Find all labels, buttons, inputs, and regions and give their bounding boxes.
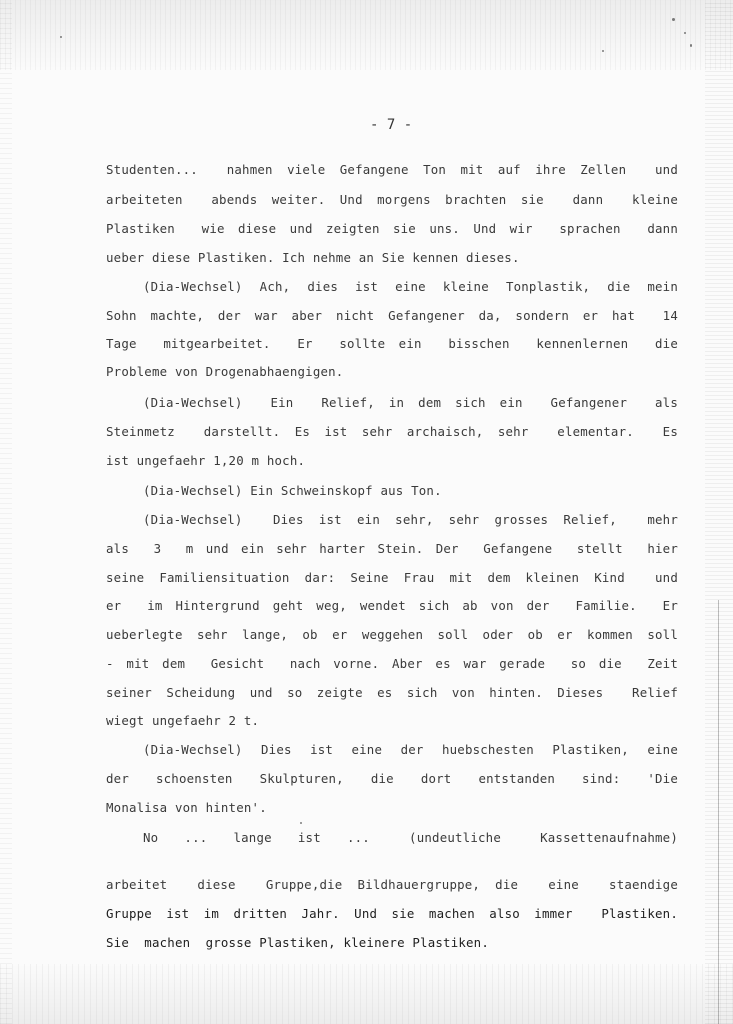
- text-line: ueber diese Plastiken. Ich nehme an Sie kennen dieses.: [106, 250, 520, 265]
- text-line: seine Familiensituation dar: Seine Frau mit dem kleinen Kind und: [106, 570, 678, 585]
- text-line: Monalisa von hinten'.: [106, 800, 267, 815]
- text-line: er im Hintergrund geht weg, wendet sich ab von der Familie. Er: [106, 598, 678, 613]
- text-line: Sie machen grosse Plastiken, kleinere Plastiken.: [106, 935, 489, 950]
- speck: [690, 44, 692, 47]
- text-line: der schoensten Skulpturen, die dort entstanden sind: 'Die: [106, 771, 678, 786]
- text-line: (Dia-Wechsel) Dies ist ein sehr, sehr grosses Relief, mehr: [143, 512, 678, 527]
- scan-edge-line: [718, 600, 719, 1024]
- text-line: als 3 m und ein sehr harter Stein. Der Gefangene stellt hier: [106, 541, 678, 556]
- text-line: No ... lange ist ... (undeutliche Kassettenaufnahme): [143, 830, 678, 845]
- text-line: (Dia-Wechsel) Ein Relief, in dem sich ein Gefangener als: [143, 395, 678, 410]
- text-line: Probleme von Drogenabhaengigen.: [106, 364, 344, 379]
- speck: [300, 822, 302, 824]
- speck: [602, 50, 604, 52]
- text-line: (Dia-Wechsel) Ein Schweinskopf aus Ton.: [143, 483, 442, 498]
- text-line: Gruppe ist im dritten Jahr. Und sie machen also immer Plastiken.: [106, 906, 678, 921]
- text-line: Tage mitgearbeitet. Er sollte ein bisschen kennenlernen die: [106, 336, 678, 351]
- text-line: - mit dem Gesicht nach vorne. Aber es war gerade so die Zeit: [106, 656, 678, 671]
- text-line: arbeiteten abends weiter. Und morgens brachten sie dann kleine: [106, 192, 678, 207]
- text-line: (Dia-Wechsel) Dies ist eine der huebschesten Plastiken, eine: [143, 742, 678, 757]
- text-line: ueberlegte sehr lange, ob er weggehen soll oder ob er kommen soll: [106, 627, 678, 642]
- text-line: Steinmetz darstellt. Es ist sehr archaisch, sehr elementar. Es: [106, 424, 678, 439]
- page-number: - 7 -: [370, 117, 413, 133]
- text-line: seiner Scheidung und so zeigte es sich von hinten. Dieses Relief: [106, 685, 678, 700]
- scan-edge-right: [705, 0, 733, 1024]
- text-line: Sohn machte, der war aber nicht Gefangener da, sondern er hat 14: [106, 308, 678, 323]
- speck: [684, 32, 686, 34]
- text-line: Plastiken wie diese und zeigten sie uns. Und wir sprachen dann: [106, 221, 678, 236]
- speck: [672, 18, 675, 21]
- text-line: wiegt ungefaehr 2 t.: [106, 713, 260, 728]
- text-line: Studenten... nahmen viele Gefangene Ton mit auf ihre Zellen und: [106, 162, 678, 177]
- text-line: ist ungefaehr 1,20 m hoch.: [106, 453, 306, 468]
- text-line: arbeitet diese Gruppe,die Bildhauergruppe, die eine staendige: [106, 877, 678, 892]
- scan-noise-bottom: [0, 964, 733, 1024]
- scan-edge-left: [0, 0, 12, 1024]
- speck: [60, 36, 62, 38]
- scan-noise-top: [0, 0, 733, 70]
- text-line: (Dia-Wechsel) Ach, dies ist eine kleine Tonplastik, die mein: [143, 279, 678, 294]
